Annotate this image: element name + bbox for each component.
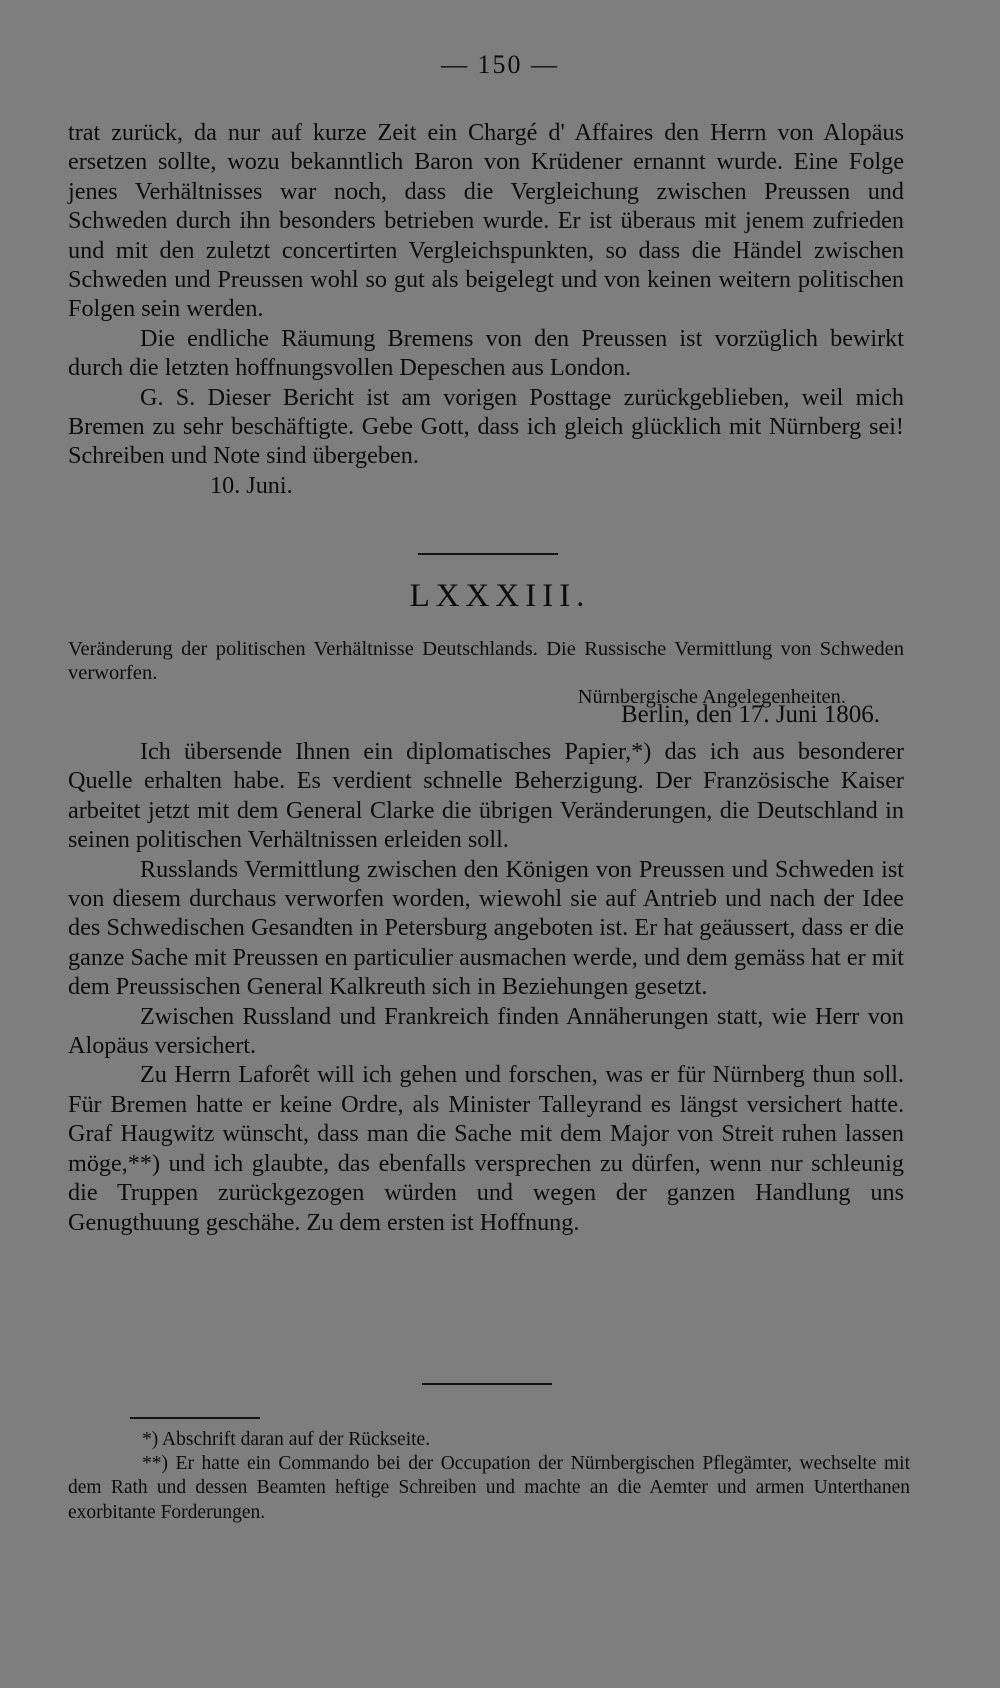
summary-line: Nürnbergische Angelegenheiten. xyxy=(577,686,846,708)
footnote: **) Er hatte ein Commando bei der Occupation der Nürnbergischen Pflegämter, wechselte mit dem Rath und dessen Beamten heftige Schreiben und machte an die Aemter und armen Unterthanen exorbitante Forderungen. xyxy=(68,1453,910,1523)
section-divider xyxy=(418,553,558,555)
postscript: G. S. Dieser Bericht ist am vorigen Posttage zurückgeblieben, weil mich Bremen zu sehr beschäftigte. Gebe Gott, dass ich gleich glücklich mit Nürnberg sei! Schreiben und Note sind übergeben. xyxy=(68,383,904,470)
continued-letter xyxy=(68,118,904,500)
summary-line: Veränderung der politischen Verhältnisse Deutschlands. Die Russische Vermittlung von Schweden verworfen. xyxy=(68,638,904,684)
end-divider xyxy=(422,1383,552,1385)
section-summary xyxy=(68,637,904,709)
page-number: — 150 — xyxy=(441,50,559,79)
paragraph: Die endliche Räumung Bremens von den Preussen ist vorzüglich bewirkt durch die letzten hoffnungsvollen Depeschen aus London. xyxy=(68,324,904,382)
paragraph: Russlands Vermittlung zwischen den Königen von Preussen und Schweden ist von diesem durchaus verworfen worden, wiewohl sie auf Antrieb und nach der Idee des Schwedischen Gesandten in Petersburg angeboten ist. Er hat geäussert, dass er die ganze Sache mit Preussen en particulier ausmachen werde, und dem gemäss hat er mit dem Preussischen General Kalkreuth sich in Beziehungen gesetzt. xyxy=(68,855,904,1001)
letter-date: 10. Juni. xyxy=(210,471,293,499)
paragraph: Zwischen Russland und Frankreich finden Annäherungen statt, wie Herr von Alopäus versichert. xyxy=(68,1002,904,1060)
paragraph: Zu Herrn Laforêt will ich gehen und forschen, was er für Nürnberg thun soll. Für Bremen hatte er keine Ordre, als Minister Talleyrand es längst versichert hatte. Graf Haugwitz wünscht, dass man die Sache mit dem Major von Streit ruhen lassen möge,**) und ich glaubte, das ebenfalls versprechen zu dürfen, wenn nur schleunig die Truppen zurückgezogen würden und wegen der ganzen Handlung uns Genugthuung geschähe. Zu dem ersten ist Hoffnung. xyxy=(68,1061,904,1236)
footnote-divider xyxy=(130,1417,260,1419)
letter-body xyxy=(68,737,904,1237)
footnotes xyxy=(68,1428,910,1525)
footnote: *) Abschrift daran auf der Rückseite. xyxy=(142,1429,431,1450)
paragraph: trat zurück, da nur auf kurze Zeit ein Chargé d' Affaires den Herrn von Alopäus ersetzen sollte, wozu bekanntlich Baron von Krüdener ernannt wurde. Eine Folge jenes Verhältnisses war noch, dass die Vergleichung zwischen Preussen und Schweden durch ihn besonders betrieben wurde. Er ist überaus mit jenem zufrieden und mit den zuletzt concertirten Vergleichspunkten, so dass die Händel zwischen Schweden und Preussen wohl so gut als beigelegt und von keinen weitern politischen Folgen sein werden. xyxy=(68,119,904,323)
section-heading: LXXXIII. xyxy=(409,578,591,614)
paragraph: Ich übersende Ihnen ein diplomatisches Papier,*) das ich aus besonderer Quelle erhalten habe. Es verdient schnelle Beherzigung. Der Französische Kaiser arbeitet jetzt mit dem General Clarke die übrigen Veränderungen, die Deutschland in seinen politischen Verhältnissen erleiden soll. xyxy=(68,738,904,854)
dateline: Berlin, den 17. Juni 1806. xyxy=(620,701,880,728)
